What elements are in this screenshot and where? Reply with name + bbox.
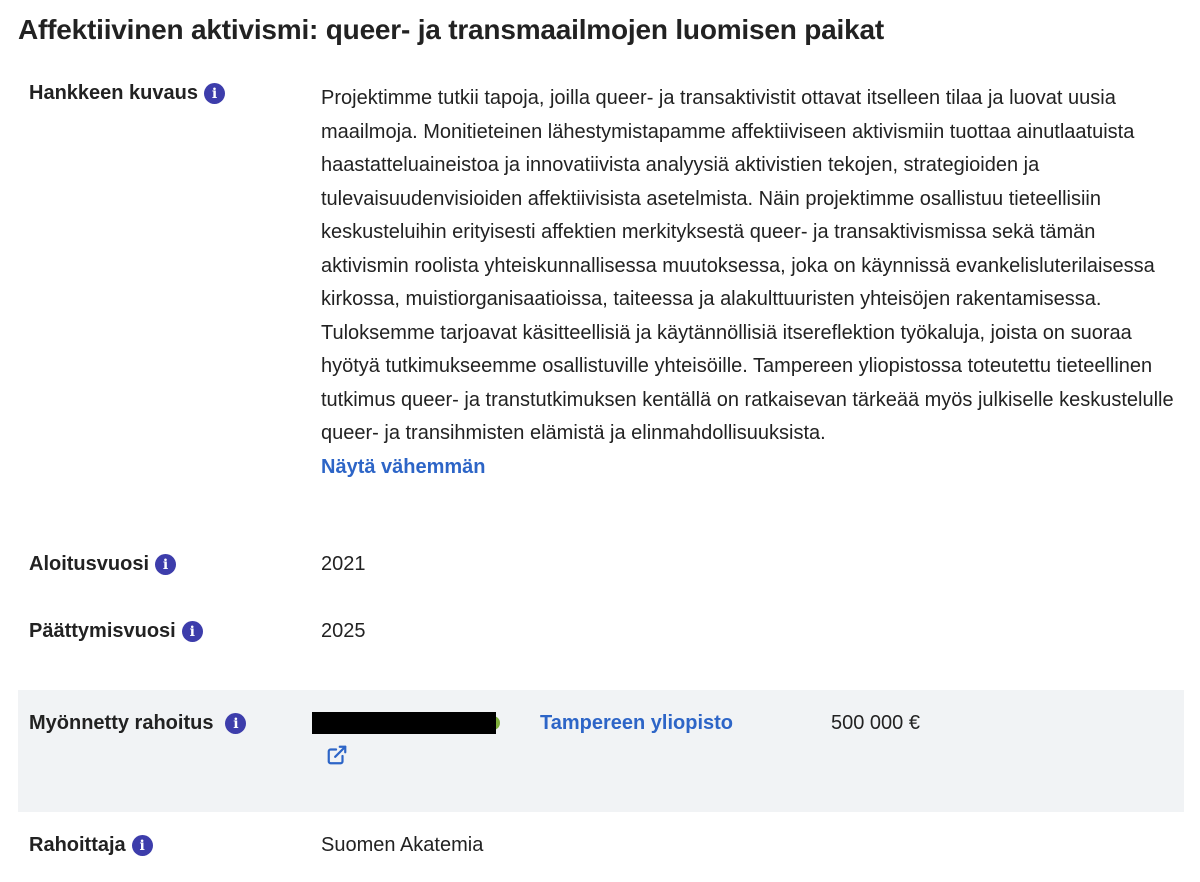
info-icon[interactable]: i <box>182 621 203 642</box>
description-row <box>18 82 1184 522</box>
funding-label-wrap <box>29 712 246 735</box>
start-year-label: Aloitusvuosi <box>29 553 150 575</box>
info-icon[interactable]: i <box>204 83 225 104</box>
info-icon[interactable]: i <box>225 713 246 734</box>
end-year-label-wrap <box>29 620 203 643</box>
project-description: Projektimme tutkii tapoja, joilla queer- ja transaktivistit ottavat itselleen tilaa ja luovat uusia maailmoja. Monitieteinen lähestymistapamme affektiiviseen aktivismiin tuottaa ainutlaatuista haastatteluaineistoa ja innovatiivista analyysiä aktivistien tekojen, strategioiden ja tulevaisuudenvisioiden affektiivisista asetelmista. Näin projektimme osallistuu tieteellisiin keskusteluihin erityisesti affektien merkityksestä queer- ja transaktivismissa sekä tämän aktivismin roolista yhteiskunnallisessa muutoksessa, joka on käynnissä evankelisluterilaisessa kirkossa, muistiorganisaatioissa, taiteessa ja alakulttuuristen yhteisöjen rakentamisessa. Tuloksemme tarjoavat käsitteellisiä ja käytännöllisiä itsereflektion työkaluja, joista on suoraa hyötyä tutkimukseemme osallistuville yhteisöille. Tampereen yliopistossa toteutettu tieteellinen tutkimus queer- ja transtutkimuksen kentällä on ratkaisevan tärkeää myös julkiselle keskustelulle queer- ja transihmisten elämistä ja elinmahdollisuuksista. <box>321 87 1174 444</box>
description-value <box>321 82 1181 484</box>
funder-label: Rahoittaja <box>29 834 126 856</box>
description-label: Hankkeen kuvaus <box>29 82 198 104</box>
end-year-label: Päättymisvuosi <box>29 620 176 642</box>
start-year-value: 2021 <box>321 553 366 575</box>
external-link-icon[interactable] <box>326 744 348 766</box>
end-year-row <box>18 620 1184 650</box>
start-year-row <box>18 553 1184 583</box>
info-icon[interactable]: i <box>155 554 176 575</box>
show-less-link[interactable]: Näytä vähemmän <box>321 455 486 478</box>
organization-link[interactable]: Tampereen yliopisto <box>540 712 734 734</box>
page-title: Affektiivinen aktivismi: queer- ja transmaailmojen luomisen paikat <box>18 14 884 45</box>
funding-row <box>18 690 1184 812</box>
description-label-wrap <box>29 82 225 105</box>
info-icon[interactable]: i <box>132 835 153 856</box>
redacted-block <box>312 712 496 734</box>
funder-row <box>18 834 1184 864</box>
end-year-value: 2025 <box>321 620 366 642</box>
funding-amount: 500 000 € <box>831 712 920 734</box>
start-year-label-wrap <box>29 553 176 576</box>
funding-label: Myönnetty rahoitus <box>29 712 214 734</box>
funder-value: Suomen Akatemia <box>321 834 484 856</box>
funder-label-wrap <box>29 834 153 857</box>
